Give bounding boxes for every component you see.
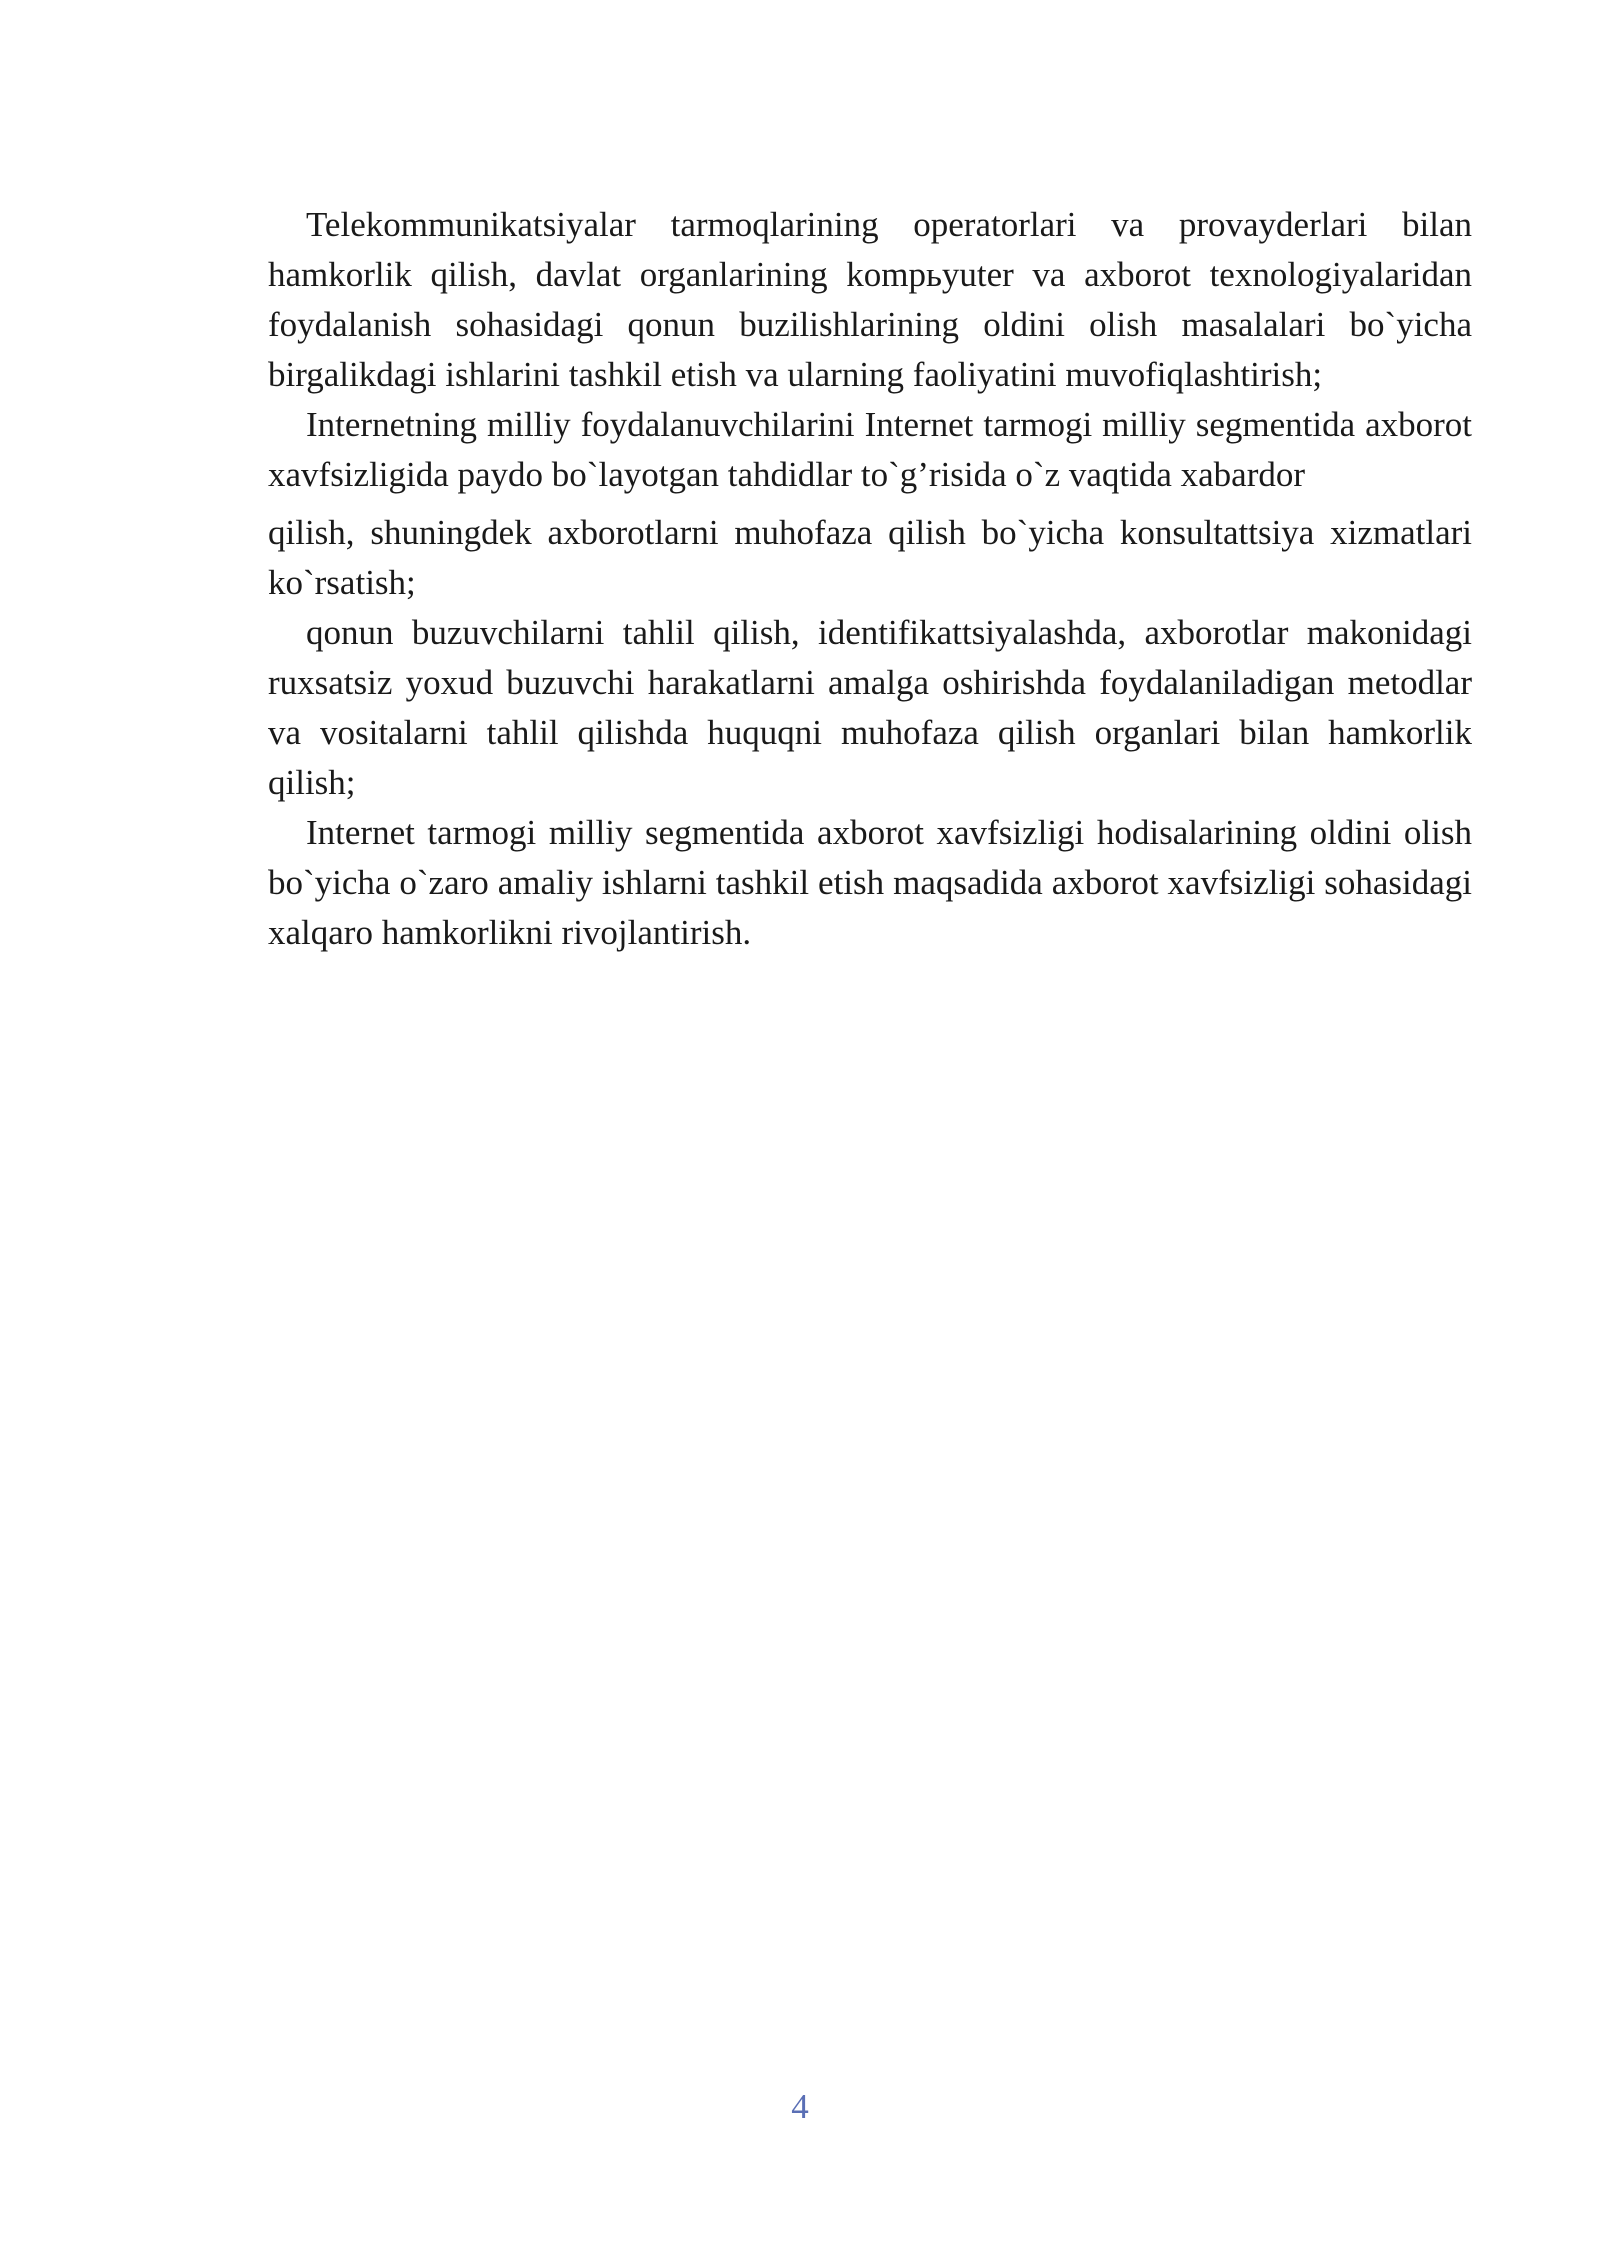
paragraph-international-cooperation: Internet tarmogi milliy segmentida axborot xavfsizligi hodisalarining oldini olish bo`yicha o`zaro amaliy ishlarni tashkil etish maqsadida axborot xavfsizligi sohasidagi xalqaro hamkorlikni rivojlantirish. [268,813,1472,952]
paragraph-law-enforcement: qonun buzuvchilarni tahlil qilish, identifikattsiyalashda, axborotlar makonidagi ruxsatsiz yoxud buzuvchi harakatlarni amalga oshirishda foydalaniladigan metodlar va vositalarni tahlil qilishda huquqni muhofaza qilish organlari bilan hamkorlik qilish; [268,613,1472,802]
paragraph-consulting: qilish, shuningdek axborotlarni muhofaza qilish bo`yicha konsultattsiya xizmatlari ko`rsatish; [268,513,1472,602]
paragraph-telecom-cooperation: Telekommunikatsiyalar tarmoqlarining operatorlari va provayderlari bilan hamkorlik qilish, davlat organlarining kompьyuter va axborot texnologiyalaridan foydalanish sohasidagi qonun buzilishlarining oldini olish masalalari bo`yicha birgalikdagi ishlarini tashkil etish va ularning faoliyatini muvofiqlashtirish; [268,205,1472,394]
paragraph-internet-users: Internetning milliy foydalanuvchilarini Internet tarmogi milliy segmentida axborot xavfsizligida paydo bo`layotgan tahdidlar to`g’risida o`z vaqtida xabardor [268,405,1472,494]
page-number: 4 [791,2087,809,2126]
document-body [268,200,1472,958]
